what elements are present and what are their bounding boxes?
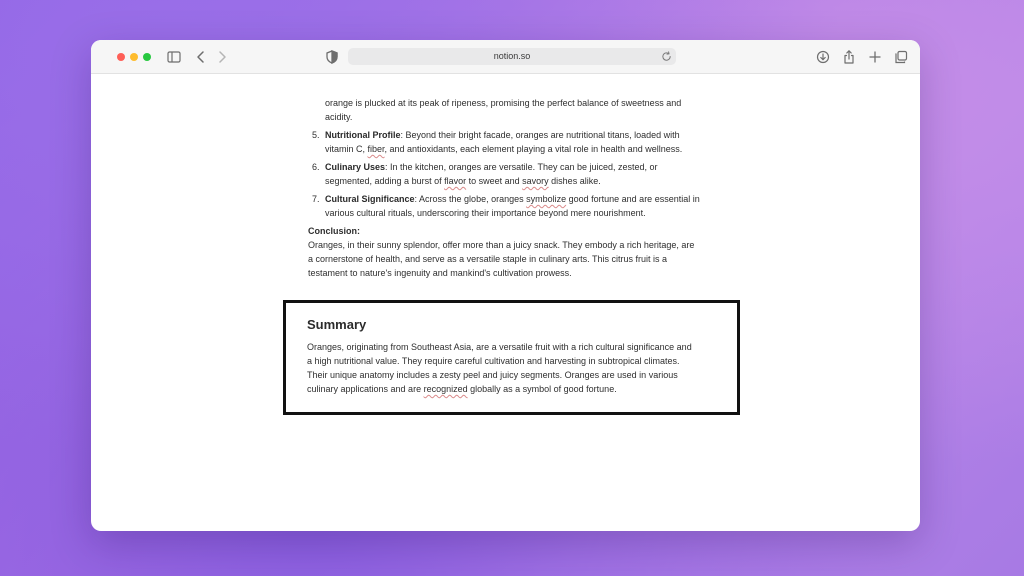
spellcheck-word[interactable]: fiber — [367, 144, 385, 154]
summary-line: Oranges, originating from Southeast Asia, are a versatile fruit with a rich cultural significance and — [307, 342, 692, 352]
item-title: Cultural Significance — [325, 194, 415, 204]
list-number: 5. — [312, 130, 320, 140]
conclusion-line: Oranges, in their sunny splendor, offer more than a juicy snack. They embody a rich heritage, are — [308, 240, 695, 250]
reload-icon[interactable] — [661, 51, 672, 62]
address-bar[interactable] — [348, 48, 676, 65]
item-title: Culinary Uses — [325, 162, 386, 172]
address-text: notion.so — [493, 51, 531, 61]
spellcheck-word[interactable]: recognized — [423, 384, 468, 394]
list-item — [312, 128, 683, 156]
browser-window — [91, 40, 920, 531]
item-text: , and antioxidants, each element playing a vital role in health and wellness. — [384, 144, 683, 154]
close-icon[interactable] — [117, 53, 125, 61]
summary-line: Their unique anatomy includes a zesty peel and juicy segments. Oranges are used in various — [307, 370, 678, 380]
item-text: segmented, adding a burst of — [325, 176, 445, 186]
intro-tail-line2: acidity. — [325, 112, 353, 122]
item-text: : Beyond their bright facade, oranges are nutritional titans, loaded with — [400, 130, 680, 140]
item-text: good fortune and are essential in — [566, 194, 700, 204]
spellcheck-word[interactable]: savory — [522, 176, 549, 186]
item-title: Nutritional Profile — [325, 130, 401, 140]
item-text: various cultural rituals, underscoring their importance beyond mere nourishment. — [325, 208, 646, 218]
item-text: : Across the globe, oranges — [414, 194, 527, 204]
list-item — [312, 160, 658, 188]
summary-line: a high nutritional value. They require careful cultivation and harvesting in subtropical climates. — [307, 356, 680, 366]
list-item — [312, 192, 700, 220]
sidebar-icon[interactable] — [166, 49, 182, 65]
plus-icon[interactable] — [867, 49, 883, 65]
share-icon[interactable] — [841, 49, 857, 65]
spellcheck-word[interactable]: flavor — [444, 176, 467, 186]
summary-title: Summary — [307, 317, 367, 332]
browser-toolbar — [91, 40, 920, 74]
shield-icon[interactable] — [324, 49, 340, 65]
item-text: dishes alike. — [548, 176, 601, 186]
minimize-icon[interactable] — [130, 53, 138, 61]
page-content — [91, 74, 920, 531]
list-number: 6. — [312, 162, 320, 172]
spellcheck-word[interactable]: symbolize — [526, 194, 567, 204]
chevron-left-icon[interactable] — [193, 49, 209, 65]
summary-line: globally as a symbol of good fortune. — [467, 384, 617, 394]
item-text: to sweet and — [466, 176, 523, 186]
intro-tail-line1: orange is plucked at its peak of ripeness, promising the perfect balance of sweetness and — [325, 98, 682, 108]
conclusion-label: Conclusion: — [308, 226, 360, 236]
item-text: : In the kitchen, oranges are versatile. They can be juiced, zested, or — [385, 162, 658, 172]
item-text: vitamin C, — [325, 144, 368, 154]
tabs-overview-icon[interactable] — [893, 49, 909, 65]
chevron-right-icon[interactable] — [214, 49, 230, 65]
conclusion-line: a cornerstone of health, and serve as a versatile staple in culinary arts. This citrus fruit is a — [308, 254, 668, 264]
zoom-icon[interactable] — [143, 53, 151, 61]
summary-text — [307, 340, 722, 396]
conclusion-line: testament to nature's ingenuity and mankind's cultivation prowess. — [308, 268, 572, 278]
list-number: 7. — [312, 194, 320, 204]
summary-box — [283, 300, 740, 415]
summary-line: culinary applications and are — [307, 384, 424, 394]
download-icon[interactable] — [815, 49, 831, 65]
